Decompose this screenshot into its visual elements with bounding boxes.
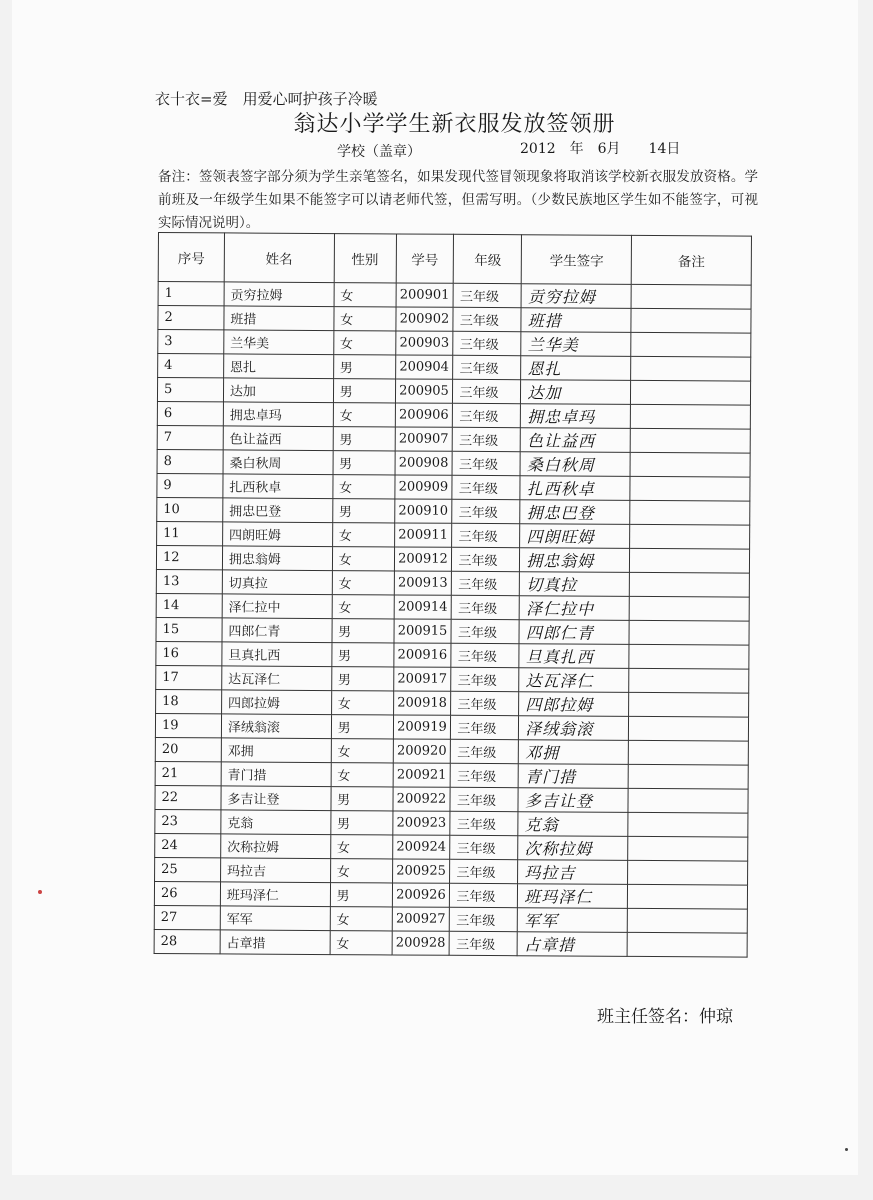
name-cell: 克翁: [221, 810, 331, 835]
gender-cell: 男: [332, 619, 394, 643]
grade-cell: 三年级: [451, 667, 519, 691]
grade-cell: 三年级: [451, 715, 519, 739]
signature-cell: 扎西秋卓: [520, 476, 630, 501]
student-id-cell: 200914: [394, 595, 452, 619]
header-gender: 性别: [334, 234, 396, 283]
student-id-cell: 200915: [393, 619, 451, 643]
grade-cell: 三年级: [453, 355, 521, 379]
gender-cell: 男: [330, 883, 392, 907]
student-id-cell: 200906: [395, 403, 453, 427]
student-id-cell: 200902: [395, 307, 453, 331]
table-row: [156, 641, 749, 669]
seq-cell: 22: [155, 785, 221, 809]
table-row: [154, 905, 747, 933]
name-cell: 次称拉姆: [221, 834, 331, 859]
gender-cell: 女: [330, 835, 392, 859]
seq-cell: 16: [156, 641, 222, 665]
seq-cell: 14: [156, 593, 222, 617]
table-row: [155, 809, 748, 837]
seq-cell: 3: [158, 330, 224, 354]
name-cell: 切真拉: [222, 570, 332, 595]
seq-cell: 8: [157, 449, 223, 473]
table-row: [156, 593, 749, 621]
remark-cell: [631, 404, 751, 429]
table-row: [155, 857, 748, 885]
name-cell: 桑白秋周: [223, 450, 333, 475]
seq-cell: 6: [157, 401, 223, 425]
signature-cell: 四朗旺姆: [520, 524, 630, 549]
header-grade: 年级: [454, 234, 522, 283]
gender-cell: 女: [333, 331, 395, 355]
page-title: [0, 107, 873, 138]
grade-cell: 三年级: [450, 811, 518, 835]
student-id-cell: 200916: [393, 643, 451, 667]
student-id-cell: 200910: [394, 499, 452, 523]
gender-cell: 女: [331, 691, 393, 715]
instructions-note: 备注：签领表签字部分须为学生亲笔签名，如果发现代签冒领现象将取消该学校新衣服发放资格。学前班及一年级学生如果不能签字可以请老师代签，但需写明。（少数民族地区学生如不能签字，可视实际情况说明）。: [158, 169, 758, 231]
remark-cell: [629, 596, 749, 621]
remark-cell: [631, 308, 751, 333]
table-row: [155, 713, 748, 741]
scan-speck: [38, 890, 42, 894]
gender-cell: 男: [332, 499, 394, 523]
signature-cell: 占章措: [517, 932, 627, 957]
name-cell: 青门措: [221, 762, 331, 787]
seq-cell: 11: [157, 521, 223, 545]
remark-cell: [630, 428, 750, 453]
table-row: [154, 929, 747, 957]
table-row: [157, 521, 750, 549]
table-row: [158, 330, 751, 358]
student-id-cell: 200907: [395, 427, 453, 451]
table-header-row: [158, 233, 751, 286]
student-id-cell: 200923: [392, 811, 450, 835]
seq-cell: 9: [157, 473, 223, 497]
name-cell: 班玛泽仁: [220, 882, 330, 907]
header-name: 姓名: [224, 233, 334, 283]
gender-cell: 女: [333, 403, 395, 427]
seq-cell: 17: [156, 665, 222, 689]
gender-cell: 男: [333, 355, 395, 379]
table-row: [156, 689, 749, 717]
student-id-cell: 200928: [392, 931, 450, 955]
signature-cell: 多吉让登: [518, 788, 628, 813]
remark-cell: [630, 452, 750, 477]
seq-cell: 20: [155, 737, 221, 761]
table-row: [157, 378, 750, 406]
remark-cell: [631, 380, 751, 405]
seq-cell: 23: [155, 809, 221, 833]
student-id-cell: 200913: [394, 571, 452, 595]
remark-cell: [629, 692, 749, 717]
student-id-cell: 200925: [392, 859, 450, 883]
student-id-cell: 200904: [395, 355, 453, 379]
grade-cell: 三年级: [454, 283, 522, 307]
remark-cell: [628, 788, 748, 813]
grade-cell: 三年级: [450, 835, 518, 859]
name-cell: 四郎拉姆: [221, 690, 331, 715]
table-row: [155, 785, 748, 813]
grade-cell: 三年级: [452, 523, 520, 547]
name-cell: 四朗旺姆: [222, 522, 332, 547]
remark-cell: [631, 284, 751, 309]
grade-cell: 三年级: [452, 499, 520, 523]
student-id-cell: 200919: [393, 715, 451, 739]
signature-cell: 班措: [521, 308, 631, 333]
student-id-cell: 200926: [392, 883, 450, 907]
remark-cell: [630, 524, 750, 549]
grade-cell: 三年级: [453, 307, 521, 331]
remark-cell: [629, 644, 749, 669]
teacher-signature: 班主任签名：仲琼: [597, 1007, 733, 1027]
remark-cell: [631, 332, 751, 357]
signature-cell: 恩扎: [521, 356, 631, 381]
grade-cell: 三年级: [451, 619, 519, 643]
student-id-cell: 200920: [393, 739, 451, 763]
grade-cell: 三年级: [452, 451, 520, 475]
remark-cell: [630, 476, 750, 501]
remark-cell: [630, 572, 750, 597]
signature-cell: 拥忠巴登: [520, 500, 630, 525]
remark-cell: [629, 668, 749, 693]
grade-cell: 三年级: [451, 763, 519, 787]
seq-cell: 7: [157, 425, 223, 449]
gender-cell: 男: [331, 715, 393, 739]
seq-cell: 24: [155, 833, 221, 857]
header-seq: 序号: [158, 233, 224, 282]
gender-cell: 女: [334, 283, 396, 307]
table-body: [154, 282, 751, 958]
name-cell: 泽绒翁滚: [221, 714, 331, 739]
gender-cell: 女: [332, 475, 394, 499]
table-row: [156, 569, 749, 597]
gender-cell: 男: [333, 379, 395, 403]
seq-cell: 21: [155, 761, 221, 785]
header-student-id: 学号: [396, 234, 454, 283]
name-cell: 兰华美: [224, 330, 334, 355]
signature-cell: 班玛泽仁: [518, 884, 628, 909]
remark-cell: [629, 620, 749, 645]
signature-cell: 四郎仁青: [519, 620, 629, 645]
name-cell: 扎西秋卓: [223, 474, 333, 499]
table-row: [157, 473, 750, 501]
table-row: [157, 449, 750, 477]
signature-cell: 玛拉吉: [518, 860, 628, 885]
name-cell: 拥忠巴登: [223, 498, 333, 523]
seq-cell: 12: [156, 545, 222, 569]
gender-cell: 男: [333, 451, 395, 475]
name-cell: 拥忠翁姆: [222, 546, 332, 571]
seq-cell: 26: [154, 881, 220, 905]
name-cell: 拥忠卓玛: [223, 402, 333, 427]
seq-cell: 2: [158, 306, 224, 330]
name-cell: 色让益西: [223, 426, 333, 451]
remark-cell: [628, 836, 748, 861]
grade-cell: 三年级: [450, 859, 518, 883]
gender-cell: 女: [332, 547, 394, 571]
grade-cell: 三年级: [451, 739, 519, 763]
signature-cell: 色让益西: [520, 428, 630, 453]
remark-cell: [628, 764, 748, 789]
school-stamp-label: 学校（盖章）: [337, 144, 421, 160]
table-row: [158, 354, 751, 382]
page-title-text: 翁达小学学生新衣服发放签领册: [293, 112, 616, 137]
grade-cell: 三年级: [452, 571, 520, 595]
grade-cell: 三年级: [451, 643, 519, 667]
table-row: [156, 665, 749, 693]
grade-cell: 三年级: [450, 883, 518, 907]
signature-cell: 旦真扎西: [519, 644, 629, 669]
grade-cell: 三年级: [450, 907, 518, 931]
gender-cell: 男: [330, 811, 392, 835]
name-cell: 泽仁拉中: [222, 594, 332, 619]
table-row: [157, 425, 750, 453]
grade-cell: 三年级: [452, 475, 520, 499]
student-id-cell: 200901: [396, 283, 454, 307]
seq-cell: 28: [154, 929, 220, 953]
seq-cell: 1: [158, 282, 224, 306]
signature-cell: 贡穷拉姆: [521, 284, 631, 309]
name-cell: 达加: [223, 378, 333, 403]
table-row: [158, 306, 751, 334]
gender-cell: 男: [333, 427, 395, 451]
seq-cell: 5: [157, 378, 223, 402]
grade-cell: 三年级: [452, 595, 520, 619]
name-cell: 邓拥: [221, 738, 331, 763]
gender-cell: 女: [332, 523, 394, 547]
grade-cell: 三年级: [450, 787, 518, 811]
seq-cell: 13: [156, 569, 222, 593]
student-id-cell: 200924: [392, 835, 450, 859]
signature-cell: 泽绒翁滚: [519, 716, 629, 741]
seq-cell: 18: [156, 689, 222, 713]
name-cell: 贡穷拉姆: [224, 282, 334, 307]
grade-cell: 三年级: [453, 427, 521, 451]
signature-cell: 青门措: [518, 764, 628, 789]
seq-cell: 25: [155, 857, 221, 881]
name-cell: 玛拉吉: [220, 858, 330, 883]
gender-cell: 女: [330, 907, 392, 931]
grade-cell: 三年级: [451, 691, 519, 715]
signature-cell: 次称拉姆: [518, 836, 628, 861]
signature-table: [154, 232, 752, 958]
name-cell: 占章措: [220, 930, 330, 955]
gender-cell: 女: [332, 571, 394, 595]
seq-cell: 4: [158, 354, 224, 378]
student-id-cell: 200905: [395, 379, 453, 403]
student-id-cell: 200911: [394, 523, 452, 547]
student-id-cell: 200908: [395, 451, 453, 475]
remark-cell: [627, 932, 747, 957]
issue-date: 2012 年 6月 14日: [520, 141, 681, 157]
name-cell: 四郎仁青: [222, 618, 332, 643]
seq-cell: 27: [154, 905, 220, 929]
signature-cell: 四郎拉姆: [519, 692, 629, 717]
student-id-cell: 200922: [392, 787, 450, 811]
remark-cell: [629, 716, 749, 741]
signature-cell: 桑白秋周: [520, 452, 630, 477]
signature-cell: 拥忠卓玛: [521, 404, 631, 429]
name-cell: 军军: [220, 906, 330, 931]
gender-cell: 男: [331, 667, 393, 691]
signature-cell: 泽仁拉中: [519, 596, 629, 621]
student-id-cell: 200921: [393, 763, 451, 787]
remark-cell: [628, 740, 748, 765]
table-row: [157, 401, 750, 429]
name-cell: 多吉让登: [221, 786, 331, 811]
name-cell: 班措: [224, 306, 334, 331]
table-row: [158, 282, 751, 310]
seq-cell: 19: [155, 713, 221, 737]
signature-cell: 克翁: [518, 812, 628, 837]
slogan: 衣十衣=爱 用爱心呵护孩子冷暖: [155, 90, 378, 108]
table-row: [155, 761, 748, 789]
signature-cell: 军军: [518, 908, 628, 933]
student-id-cell: 200909: [394, 475, 452, 499]
signature-cell: 达加: [521, 380, 631, 405]
student-id-cell: 200918: [393, 691, 451, 715]
seq-cell: 10: [157, 497, 223, 521]
remark-cell: [628, 860, 748, 885]
remark-cell: [630, 548, 750, 573]
grade-cell: 三年级: [453, 403, 521, 427]
grade-cell: 三年级: [452, 547, 520, 571]
remark-cell: [627, 908, 747, 933]
student-id-cell: 200917: [393, 667, 451, 691]
table-row: [155, 833, 748, 861]
header-signature: 学生签字: [522, 235, 632, 285]
remark-cell: [630, 500, 750, 525]
name-cell: 旦真扎西: [222, 642, 332, 667]
remark-cell: [631, 356, 751, 381]
gender-cell: 女: [331, 739, 393, 763]
student-id-cell: 200927: [392, 907, 450, 931]
seq-cell: 15: [156, 617, 222, 641]
signature-cell: 邓拥: [519, 740, 629, 765]
gender-cell: 女: [332, 595, 394, 619]
grade-cell: 三年级: [453, 331, 521, 355]
gender-cell: 女: [330, 931, 392, 955]
scan-speck: [845, 1148, 848, 1151]
remark-cell: [628, 812, 748, 837]
signature-cell: 兰华美: [521, 332, 631, 357]
table-row: [155, 737, 748, 765]
table-row: [154, 881, 747, 909]
name-cell: 恩扎: [223, 354, 333, 379]
signature-cell: 拥忠翁姆: [520, 548, 630, 573]
gender-cell: 女: [330, 859, 392, 883]
grade-cell: 三年级: [450, 931, 518, 955]
gender-cell: 男: [331, 643, 393, 667]
student-id-cell: 200912: [394, 547, 452, 571]
name-cell: 达瓦泽仁: [222, 666, 332, 691]
table-row: [156, 545, 749, 573]
table-row: [157, 497, 750, 525]
signature-cell: 切真拉: [520, 572, 630, 597]
student-id-cell: 200903: [395, 331, 453, 355]
gender-cell: 女: [334, 307, 396, 331]
signature-cell: 达瓦泽仁: [519, 668, 629, 693]
header-remark: 备注: [631, 235, 751, 285]
gender-cell: 男: [331, 787, 393, 811]
grade-cell: 三年级: [453, 379, 521, 403]
remark-cell: [628, 884, 748, 909]
table-row: [156, 617, 749, 645]
gender-cell: 女: [331, 763, 393, 787]
